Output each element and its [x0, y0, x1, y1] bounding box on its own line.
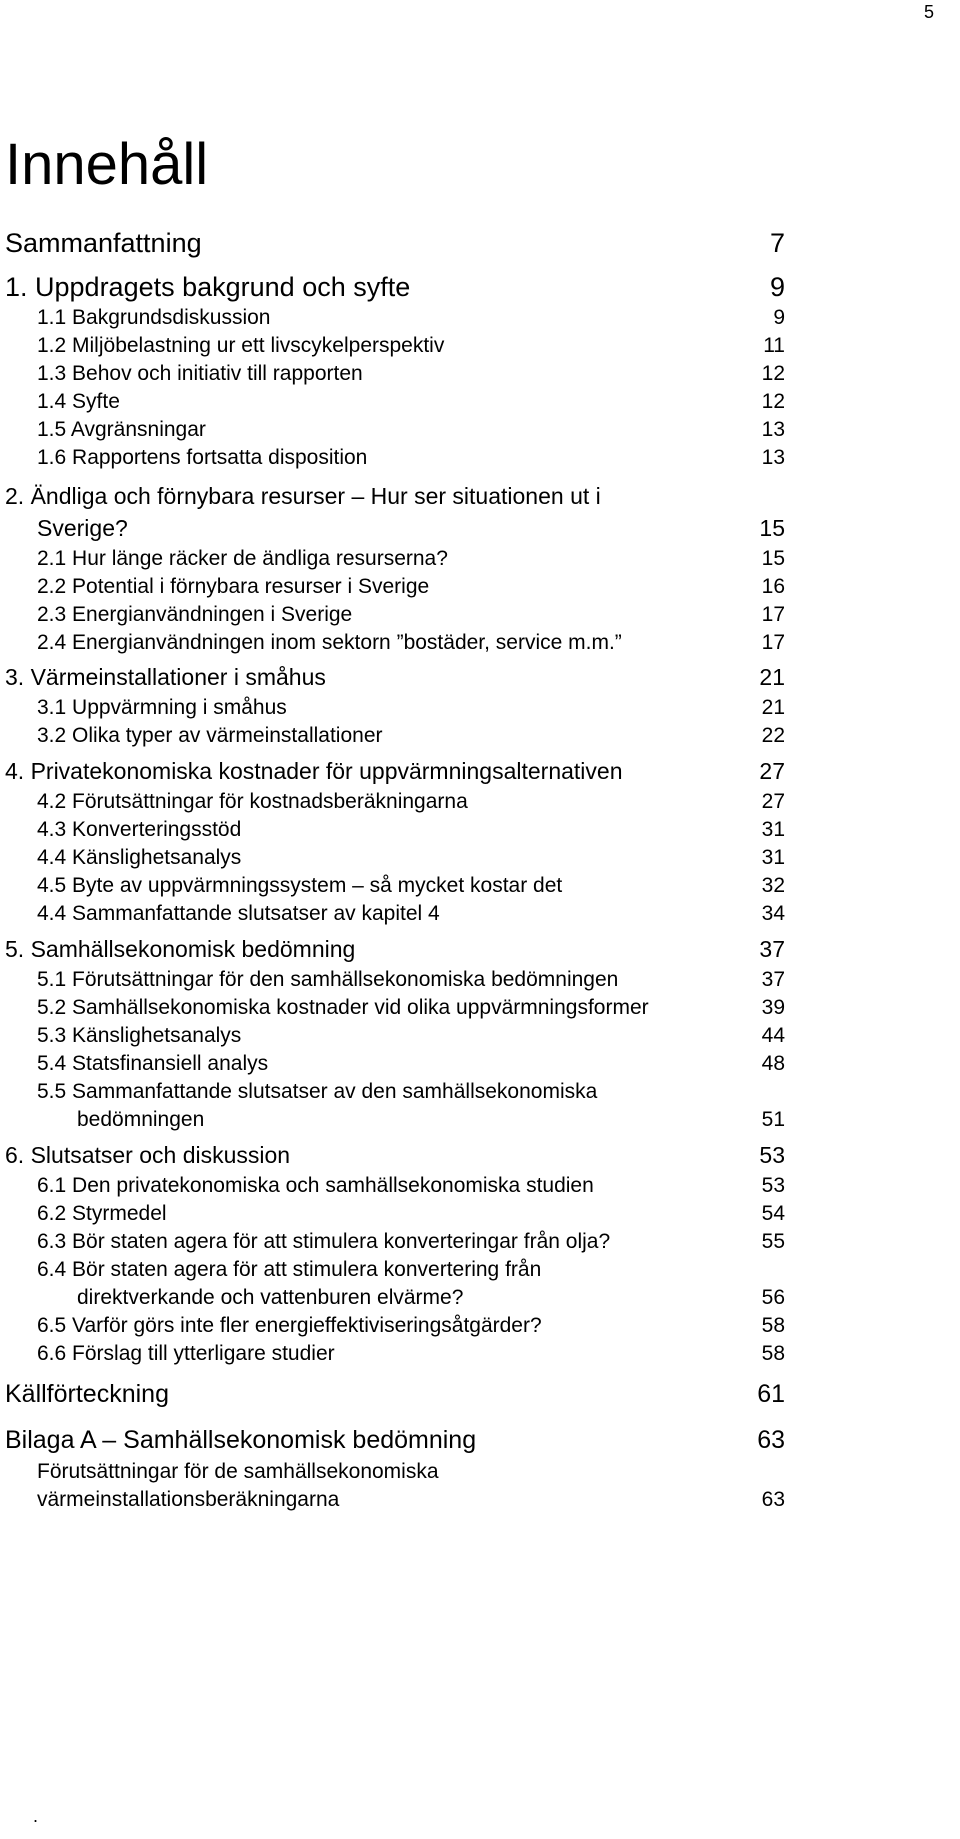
toc-entry-text: 1.1 Bakgrundsdiskussion	[37, 306, 271, 329]
toc-page-number: 13	[761, 418, 785, 441]
toc-entry-1-4[interactable]	[37, 390, 785, 414]
toc-entry-text: 1.3 Behov och initiativ till rapporten	[37, 362, 363, 385]
toc-entry-6-5[interactable]	[37, 1314, 785, 1338]
toc-entry-bilaga-a-sub-line1[interactable]: Förutsättningar för de samhällsekonomiska	[37, 1460, 439, 1483]
toc-entry-text: 5.4 Statsfinansiell analys	[37, 1052, 269, 1075]
page-title: Innehåll	[5, 132, 209, 197]
toc-entry-5-4[interactable]	[37, 1052, 785, 1076]
toc-entry-2-1[interactable]	[37, 547, 785, 571]
toc-page-number: 12	[761, 362, 785, 385]
toc-entry-text: bedömningen	[77, 1108, 205, 1131]
toc-entry-text: 4.4 Känslighetsanalys	[37, 846, 242, 869]
toc-page-number: 13	[761, 446, 785, 469]
toc-page-number: 7	[769, 228, 785, 258]
toc-entry-text: Källförteckning	[5, 1380, 169, 1408]
toc-page-number: 44	[761, 1024, 785, 1047]
toc-entry-bilaga-a-sub[interactable]	[37, 1488, 785, 1512]
toc-entry-chapter-2-line1[interactable]: 2. Ändliga och förnybara resurser – Hur ser situationen ut i	[5, 483, 601, 509]
toc-entry-text: 5.2 Samhällsekonomiska kostnader vid olika uppvärmningsformer	[37, 996, 649, 1019]
toc-entry-chapter-6[interactable]	[5, 1142, 785, 1169]
toc-page-number: 21	[761, 696, 785, 719]
toc-entry-text: direktverkande och vattenburen elvärme?	[77, 1286, 464, 1309]
toc-entry-text: 2.4 Energianvändningen inom sektorn ”bostäder, service m.m.”	[37, 631, 622, 654]
toc-entry-sammanfattning[interactable]	[5, 228, 785, 259]
toc-entry-6-2[interactable]	[37, 1202, 785, 1226]
toc-entry-kallforteckning[interactable]	[5, 1380, 785, 1409]
toc-page-number: 17	[761, 631, 785, 654]
toc-page-number: 15	[761, 547, 785, 570]
toc-entry-text: 2.2 Potential i förnybara resurser i Sverige	[37, 575, 430, 598]
toc-entry-2-2[interactable]	[37, 575, 785, 599]
toc-entry-5-3[interactable]	[37, 1024, 785, 1048]
toc-entry-text: 3.1 Uppvärmning i småhus	[37, 696, 287, 719]
toc-entry-5-2[interactable]	[37, 996, 785, 1020]
toc-page-number: 61	[757, 1380, 785, 1408]
toc-entry-4-2[interactable]	[37, 790, 785, 814]
toc-page-number: 31	[761, 846, 785, 869]
toc-entry-chapter-5[interactable]	[5, 936, 785, 963]
toc-entry-6-4[interactable]	[77, 1286, 785, 1310]
toc-entry-3-2[interactable]	[37, 724, 785, 748]
toc-entry-text: Bilaga A – Samhällsekonomisk bedömning	[5, 1426, 477, 1454]
toc-page-number: 32	[761, 874, 785, 897]
toc-page-number: 11	[763, 334, 785, 357]
toc-page-number: 27	[759, 758, 785, 784]
toc-entry-3-1[interactable]	[37, 696, 785, 720]
toc-entry-text: 3.2 Olika typer av värmeinstallationer	[37, 724, 383, 747]
toc-entry-6-1[interactable]	[37, 1174, 785, 1198]
toc-entry-text: 6.3 Bör staten agera för att stimulera konverteringar från olja?	[37, 1230, 611, 1253]
toc-entry-6-3[interactable]	[37, 1230, 785, 1254]
toc-page-number: 9	[769, 272, 785, 302]
toc-page-number: 31	[761, 818, 785, 841]
toc-entry-1-5[interactable]	[37, 418, 785, 442]
toc-page-number: 9	[773, 306, 785, 329]
toc-entry-text: 1.6 Rapportens fortsatta disposition	[37, 446, 368, 469]
toc-page-number: 55	[761, 1230, 785, 1253]
page-number: 5	[923, 2, 934, 22]
toc-entry-5-5-line1[interactable]: 5.5 Sammanfattande slutsatser av den samhällsekonomiska	[37, 1080, 598, 1103]
toc-entry-chapter-1[interactable]	[5, 272, 785, 303]
toc-entry-text: 1.5 Avgränsningar	[37, 418, 206, 441]
toc-entry-4-5[interactable]	[37, 874, 785, 898]
toc-page-number: 15	[759, 515, 785, 541]
toc-entry-chapter-4[interactable]	[5, 758, 785, 785]
toc-entry-text: 6.1 Den privatekonomiska och samhällsekonomiska studien	[37, 1174, 594, 1197]
toc-entry-2-3[interactable]	[37, 603, 785, 627]
toc-entry-text: Sverige?	[37, 515, 128, 541]
toc-entry-text: Sammanfattning	[5, 228, 202, 258]
toc-page-number: 16	[761, 575, 785, 598]
toc-entry-bilaga-a[interactable]	[5, 1426, 785, 1455]
toc-entry-6-6[interactable]	[37, 1342, 785, 1366]
toc-entry-6-4-line1[interactable]: 6.4 Bör staten agera för att stimulera konvertering från	[37, 1258, 542, 1281]
toc-entry-text: 1. Uppdragets bakgrund och syfte	[5, 272, 411, 302]
toc-page-number: 39	[761, 996, 785, 1019]
toc-entry-text: 4.5 Byte av uppvärmningssystem – så mycket kostar det	[37, 874, 563, 897]
toc-page-number: 51	[761, 1108, 785, 1131]
toc-page-number: 56	[761, 1286, 785, 1309]
toc-entry-text: 1.4 Syfte	[37, 390, 120, 413]
toc-entry-text: 4.4 Sammanfattande slutsatser av kapitel 4	[37, 902, 440, 925]
toc-page-number: 54	[761, 1202, 785, 1225]
toc-entry-1-1[interactable]	[37, 306, 785, 330]
toc-page-number: 17	[761, 603, 785, 626]
toc-entry-text: 6.5 Varför görs inte fler energieffektiviseringsåtgärder?	[37, 1314, 542, 1337]
toc-page-number: 48	[761, 1052, 785, 1075]
toc-entry-chapter-3[interactable]	[5, 664, 785, 691]
toc-entry-text: 4.2 Förutsättningar för kostnadsberäkningarna	[37, 790, 468, 813]
toc-page-number: 12	[761, 390, 785, 413]
toc-page-number: 27	[761, 790, 785, 813]
toc-entry-text: 2.3 Energianvändningen i Sverige	[37, 603, 353, 626]
toc-entry-1-2[interactable]	[37, 334, 785, 358]
toc-entry-4-4b[interactable]	[37, 902, 785, 926]
toc-entry-text: 6.6 Förslag till ytterligare studier	[37, 1342, 335, 1365]
toc-entry-5-1[interactable]	[37, 968, 785, 992]
toc-entry-text: 4. Privatekonomiska kostnader för uppvärmningsalternativen	[5, 758, 623, 784]
bottom-mark: .	[33, 1806, 39, 1826]
toc-entry-text: 6.2 Styrmedel	[37, 1202, 167, 1225]
toc-entry-1-6[interactable]	[37, 446, 785, 470]
toc-page-number: 37	[759, 936, 785, 962]
toc-entry-5-5[interactable]	[77, 1108, 785, 1132]
toc-entry-text: 2.1 Hur länge räcker de ändliga resurserna?	[37, 547, 448, 570]
toc-entry-text: 6. Slutsatser och diskussion	[5, 1142, 291, 1168]
toc-page-number: 63	[761, 1488, 785, 1511]
toc-page-number: 63	[757, 1426, 785, 1454]
toc-entry-2-4[interactable]	[37, 631, 785, 655]
toc-entry-text: 5.3 Känslighetsanalys	[37, 1024, 242, 1047]
toc-page-number: 58	[761, 1342, 785, 1365]
toc-entry-text: 4.3 Konverteringsstöd	[37, 818, 242, 841]
toc-page-number: 21	[759, 664, 785, 690]
toc-page-number: 53	[761, 1174, 785, 1197]
toc-entry-text: 5. Samhällsekonomisk bedömning	[5, 936, 356, 962]
toc-entry-4-3[interactable]	[37, 818, 785, 842]
toc-page-number: 34	[761, 902, 785, 925]
toc-entry-text: värmeinstallationsberäkningarna	[37, 1488, 340, 1511]
toc-page-number: 37	[761, 968, 785, 991]
toc-entry-4-4[interactable]	[37, 846, 785, 870]
toc-entry-text: 1.2 Miljöbelastning ur ett livscykelperspektiv	[37, 334, 445, 357]
toc-page-number: 22	[761, 724, 785, 747]
toc-entry-chapter-2[interactable]	[37, 515, 785, 542]
toc-page-number: 53	[759, 1142, 785, 1168]
toc-entry-text: 3. Värmeinstallationer i småhus	[5, 664, 326, 690]
toc-entry-1-3[interactable]	[37, 362, 785, 386]
toc-page-number: 58	[761, 1314, 785, 1337]
toc-entry-text: 5.1 Förutsättningar för den samhällsekonomiska bedömningen	[37, 968, 619, 991]
